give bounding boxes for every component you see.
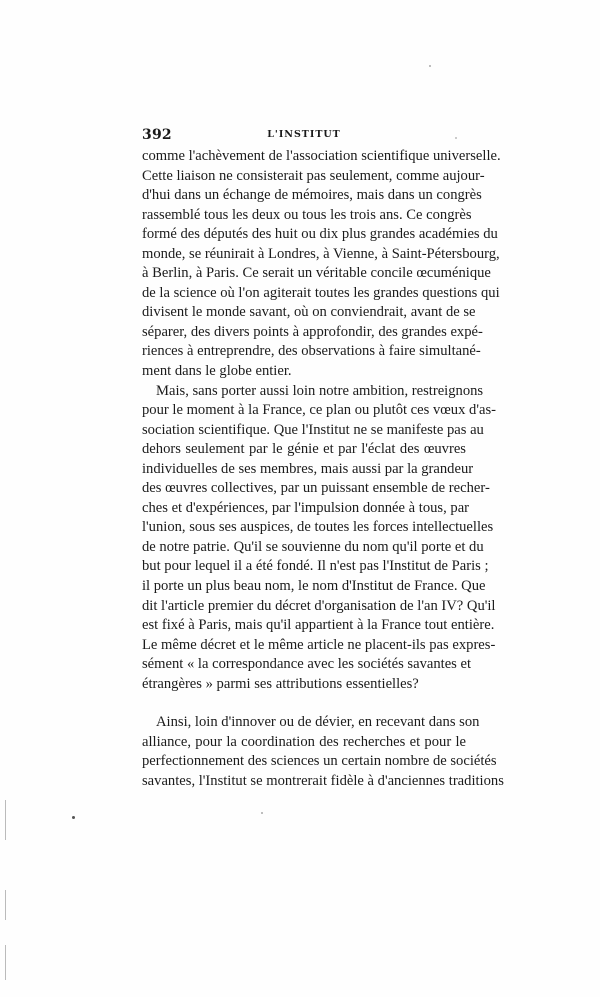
text-line: Cette liaison ne consisterait pas seulement, comme aujour-: [142, 167, 485, 184]
text-line: des œuvres collectives, par un puissant ensemble de recher-: [142, 480, 490, 497]
body-text: [142, 147, 504, 792]
paragraph-gap: [142, 694, 466, 713]
scan-speck: [261, 812, 263, 814]
text-line: Ainsi, loin d'innover ou de dévier, en recevant dans son: [156, 714, 480, 731]
scan-edge: [5, 890, 6, 920]
text-line: séparer, des divers points à approfondir, des grandes expé-: [142, 323, 483, 340]
page-number: 392: [142, 127, 172, 143]
text-line: étrangères » parmi ses attributions essentielles?: [142, 675, 419, 692]
paragraph-2: [142, 382, 496, 695]
text-line: dit l'article premier du décret d'organisation de l'an IV? Qu'il: [142, 597, 496, 614]
running-head: [142, 127, 466, 143]
scan-edge: [5, 945, 6, 980]
running-title: L'INSTITUT: [267, 129, 341, 140]
text-line: but pour lequel il a été fondé. Il n'est pas l'Institut de Paris ;: [142, 558, 489, 575]
paragraph-3: [142, 713, 504, 791]
text-line: riences à entreprendre, des observations à faire simultané-: [142, 343, 481, 360]
text-line: de la science où l'on agiterait toutes les grandes questions qui: [142, 284, 500, 301]
text-line: d'hui dans un échange de mémoires, mais dans un congrès: [142, 187, 482, 204]
text-line: alliance, pour la coordination des recherches et pour le: [142, 733, 466, 750]
text-line: l'union, sous ses auspices, de toutes les forces intellectuelles: [142, 519, 494, 536]
text-line: savantes, l'Institut se montrerait fidèle à d'anciennes traditions: [142, 772, 504, 789]
text-line: pour le moment à la France, ce plan ou plutôt ces vœux d'as-: [142, 402, 496, 419]
text-line: à Berlin, à Paris. Ce serait un véritable concile œcuménique: [142, 265, 491, 282]
paragraph-1: [142, 147, 501, 382]
text-line: divisent le monde savant, où on conviendrait, avant de se: [142, 304, 476, 321]
text-line: comme l'achèvement de l'association scientifique universelle.: [142, 148, 501, 164]
scan-edge: [5, 800, 6, 840]
text-line: est fixé à Paris, mais qu'il appartient à la France tout entière.: [142, 617, 495, 634]
text-line: sociation scientifique. Que l'Institut ne se manifeste pas au: [142, 421, 484, 438]
scan-speck: [429, 65, 431, 67]
text-line: formé des députés des huit ou dix plus grandes académies du: [142, 226, 498, 243]
text-line: Mais, sans porter aussi loin notre ambition, restreignons: [156, 382, 484, 399]
text-line: monde, se réunirait à Londres, à Vienne, à Saint-Pétersbourg,: [142, 245, 500, 262]
text-line: rassemblé tous les deux ou tous les trois ans. Ce congrès: [142, 206, 472, 223]
text-line: de notre patrie. Qu'il se souvienne du nom qu'il porte et du: [142, 538, 484, 555]
text-line: sément « la correspondance avec les sociétés savantes et: [142, 656, 472, 673]
text-line: il porte un plus beau nom, le nom d'Institut de France. Que: [142, 578, 486, 595]
text-line: perfectionnement des sciences un certain nombre de sociétés: [142, 753, 497, 770]
text-line: Le même décret et le même article ne placent-ils pas expres-: [142, 636, 496, 653]
scan-speck: [72, 816, 75, 819]
scan-speck: [455, 137, 457, 139]
text-line: ment dans le globe entier.: [142, 363, 292, 380]
text-line: individuelles de ses membres, mais aussi par la grandeur: [142, 460, 474, 477]
text-line: ches et d'expériences, par l'impulsion donnée à tous, par: [142, 499, 470, 516]
text-line: dehors seulement par le génie et par l'éclat des œuvres: [142, 441, 466, 458]
